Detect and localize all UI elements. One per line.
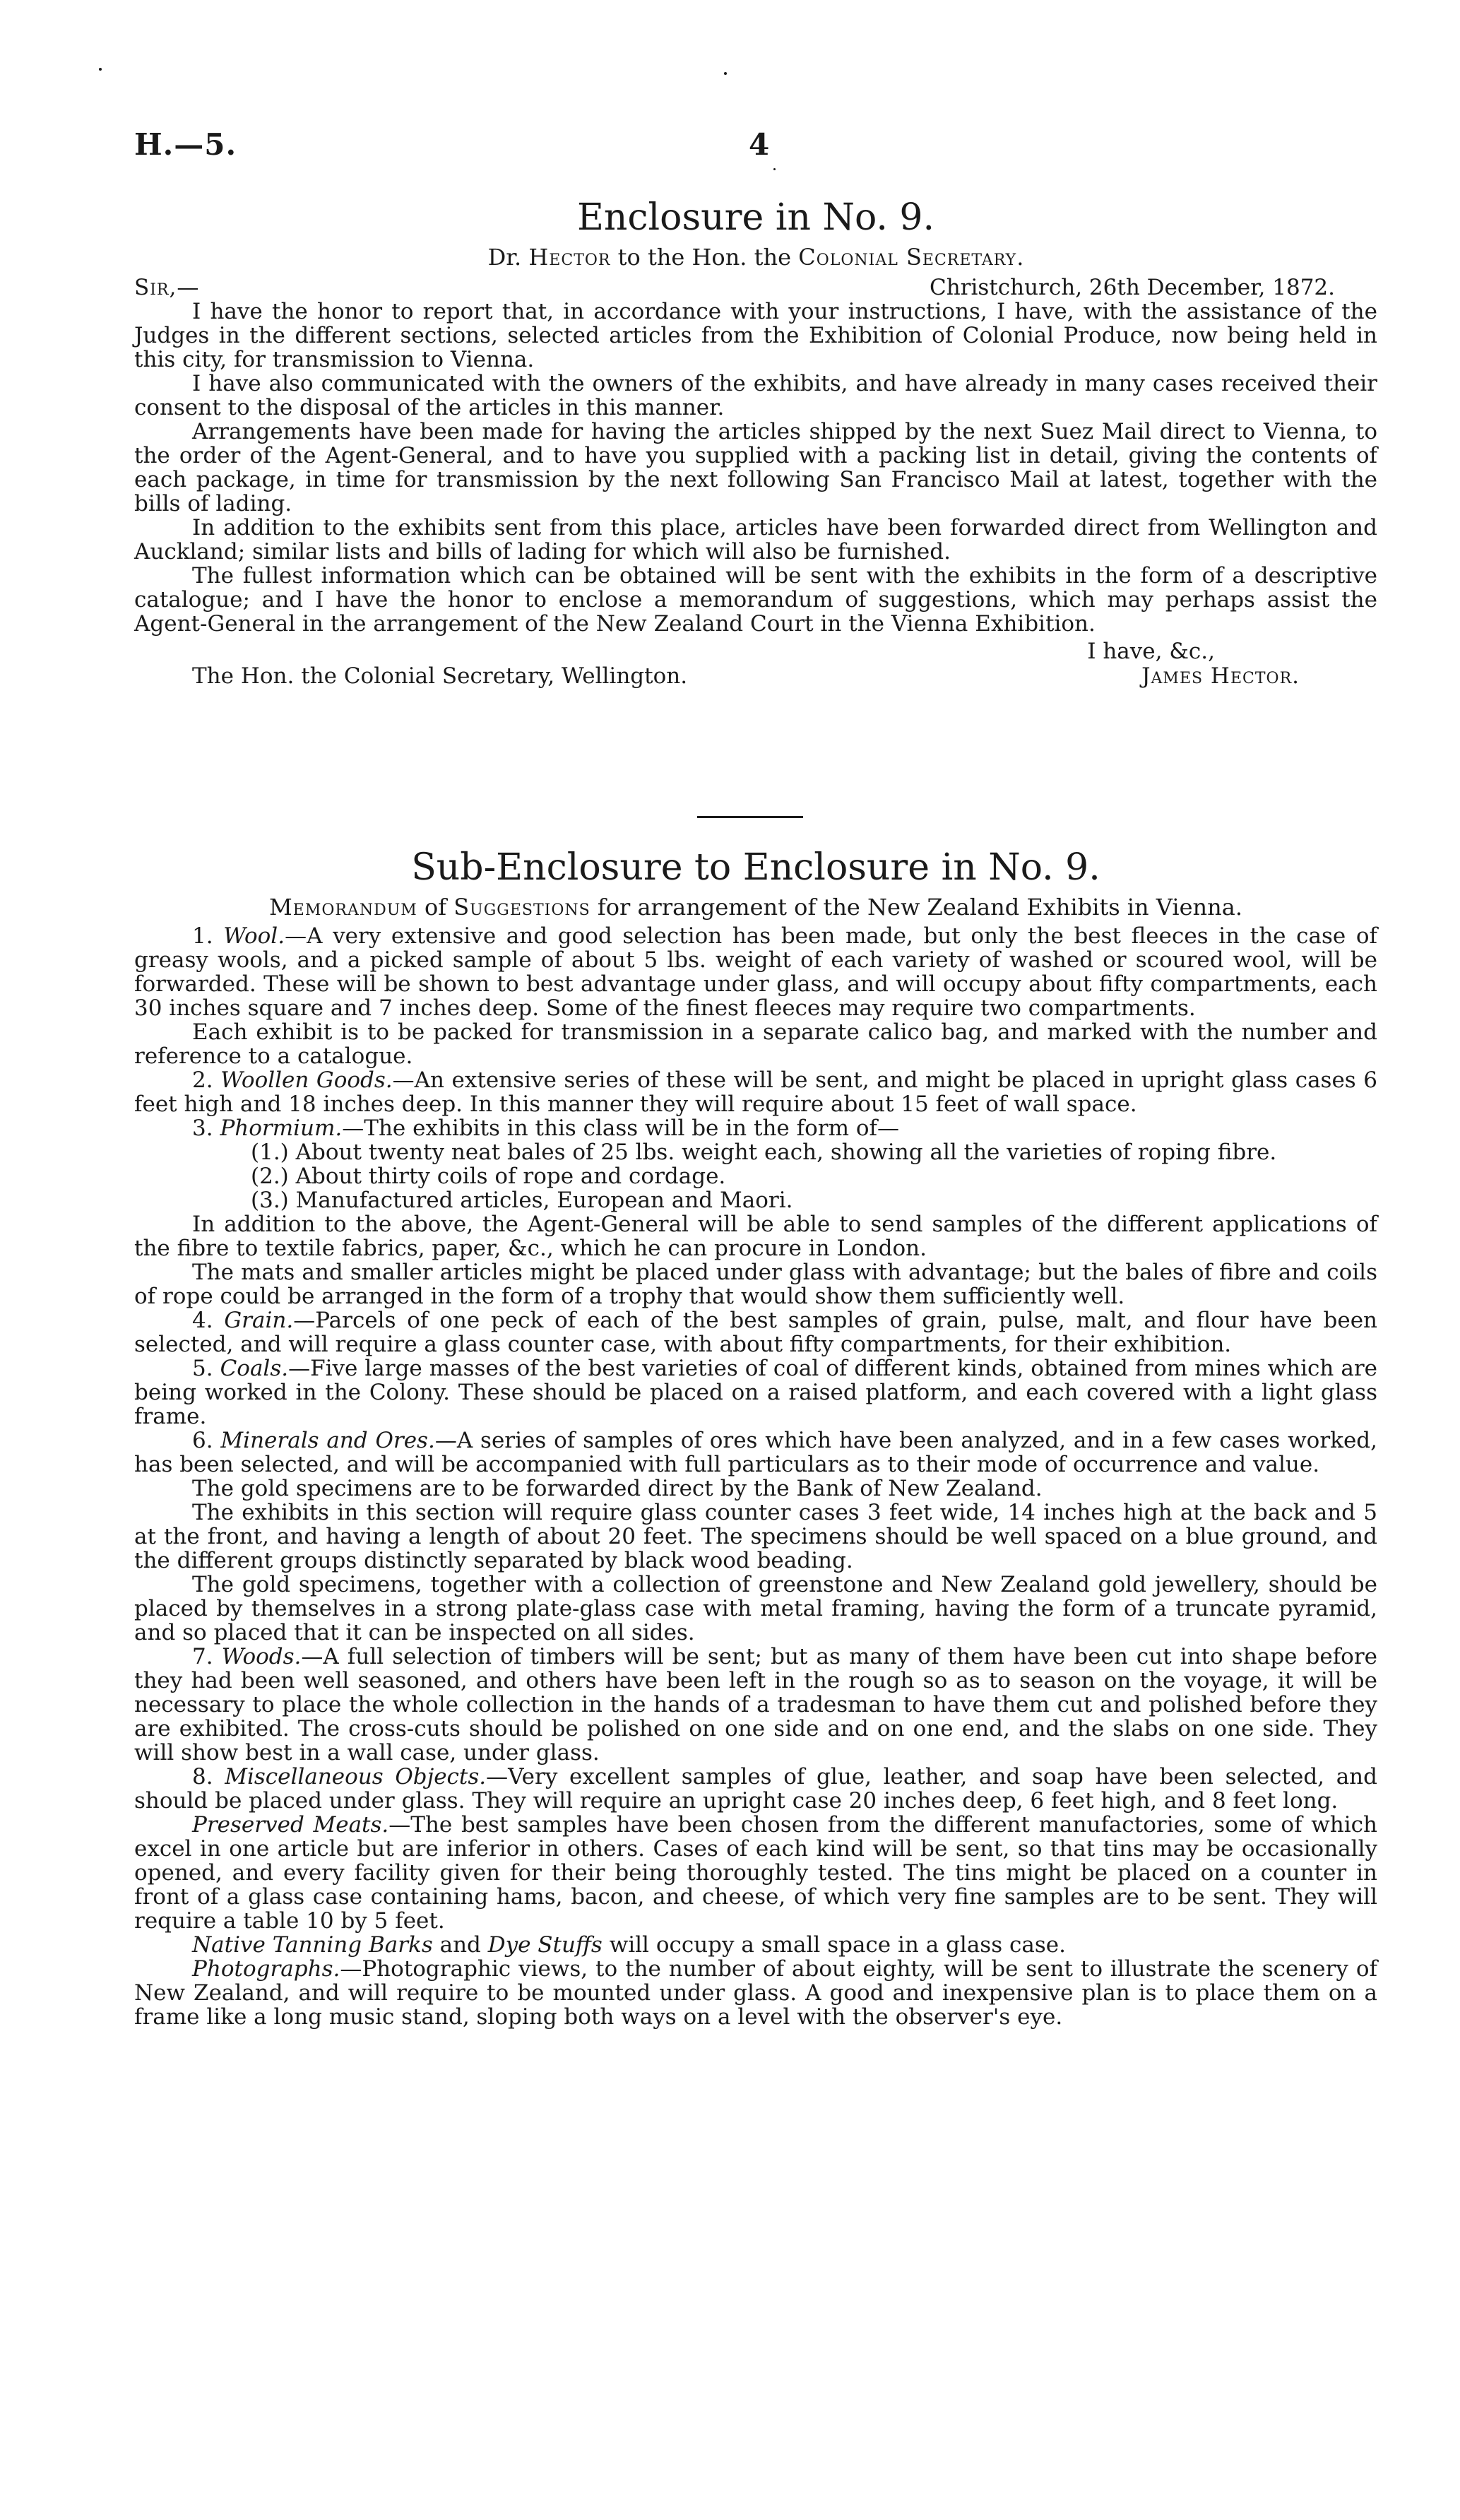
memo-suggestions: Suggestions xyxy=(453,894,590,921)
memo-paragraph: In addition to the above, the Agent-General will be able to send samples of the different applications of the fibre to textile fabrics, paper, &c., which he can procure in London. xyxy=(134,1212,1377,1261)
speck-mark xyxy=(773,168,776,170)
memo-of: of xyxy=(417,894,454,921)
page-number: 4 xyxy=(749,127,770,162)
enclosure-title: Enclosure in No. 9. xyxy=(576,196,935,239)
list-item: (3.) Manufactured articles, European and Maori. xyxy=(251,1188,793,1213)
from-recipient: Colonial Secretary xyxy=(798,244,1017,271)
document-reference: H.—5. xyxy=(134,127,237,162)
memo-paragraph: The gold specimens, together with a collection of greenstone and New Zealand gold jewellery, should be placed by themselves in a strong plate-glass case with metal framing, having the form of a truncate pyramid, and so placed that it can be inspected on all sides. xyxy=(134,1572,1377,1645)
memo-paragraph: Each exhibit is to be packed for transmission in a separate calico bag, and marked with the number and reference to a catalogue. xyxy=(134,1019,1377,1069)
phormium-list xyxy=(134,1140,1377,1212)
from-middle: to the Hon. the xyxy=(610,244,799,271)
memo-item-coals: 5. Coals.—Five large masses of the best varieties of coal of different kinds, obtained from mines which are being worked in the Colony. These should be placed on a raised platform, and each covered with a light glass frame. xyxy=(134,1356,1377,1429)
letter-paragraph: Arrangements have been made for having the articles shipped by the next Suez Mail direct to Vienna, to the order of the Agent-General, and to have you supplied with a packing list in detail, giving the contents of each package, in time for transmission by the next following San Francisco Mail at latest, together with the bills of lading. xyxy=(134,419,1377,516)
memo-item-grain: 4. Grain.—Parcels of one peck of each of the best samples of grain, pulse, malt, and flour have been selected, and will require a glass counter case, with about fifty compartments, for their exhibition. xyxy=(134,1308,1377,1357)
speck-mark xyxy=(99,68,102,71)
from-end: . xyxy=(1016,244,1024,271)
section-divider xyxy=(697,816,803,818)
letter-paragraph: I have also communicated with the owners of the exhibits, and have already in many cases received their consent to the disposal of the articles in this manner. xyxy=(134,371,1377,420)
memo-word: Memorandum xyxy=(269,894,417,921)
salutation-row xyxy=(134,276,1377,300)
memo-item-woollen-goods: 2. Woollen Goods.—An extensive series of these will be sent, and might be placed in upright glass cases 6 feet high and 18 inches deep. In this manner they will require about 15 feet of wall space. xyxy=(134,1067,1378,1117)
sub-enclosure-section xyxy=(134,845,1377,2029)
memo-item-wool: 1. Wool.—A very extensive and good selection has been made, but only the best fleeces in the case of greasy wools, and a picked sample of about 5 lbs. weight of each variety of washed or scoured wool, will be forwarded. These will be shown to best advantage under glass, and will occupy about fifty compartments, each 30 inches square and 7 inches deep. Some of the finest fleeces may require two compartments. xyxy=(134,923,1377,1021)
memo-item-woods: 7. Woods.—A full selection of timbers will be sent; but as many of them have been cut into shape before they had been well seasoned, and others have been left in the rough so as to season on the voyage, it will be necessary to place the whole collection in the hands of a tradesman to have them cut and polished before they are exhibited. The cross-cuts should be polished on one side and on one end, and the slabs on one side. They will show best in a wall case, under glass. xyxy=(134,1644,1378,1765)
memo-item-photographs: Photographs.—Photographic views, to the number of about eighty, will be sent to illustrate the scenery of New Zealand, and will require to be mounted under glass. A good and inexpensive plan is to place them on a frame like a long music stand, sloping both ways on a level with the observer's eye. xyxy=(134,1956,1377,2030)
list-item: (2.) About thirty coils of rope and cordage. xyxy=(251,1164,726,1189)
place-date: Christchurch, 26th December, 1872. xyxy=(929,275,1335,300)
from-prefix: Dr. xyxy=(487,244,529,271)
memo-paragraph: The exhibits in this section will require glass counter cases 3 feet wide, 14 inches high at the back and 5 at the front, and having a length of about 20 feet. The specimens should be well spaced on a blue ground, and the different groups distinctly separated by black wood beading. xyxy=(134,1500,1377,1573)
signature-row xyxy=(134,664,1377,688)
speck-mark xyxy=(724,72,727,75)
enclosure-from-line xyxy=(134,243,1377,271)
memo-item-preserved-meats: Preserved Meats.—The best samples have been chosen from the different manufactories, some of which excel in one article but are inferior in others. Cases of each kind will be sent, so that tins may be occasionally opened, and every facility given for their being thoroughly tested. The tins might be placed on a counter in front of a glass case containing hams, bacon, and cheese, of which very fine samples are to be sent. They will require a table 10 by 5 feet. xyxy=(134,1812,1377,1934)
memo-line xyxy=(134,893,1377,921)
letter-paragraph: In addition to the exhibits sent from this place, articles have been forwarded direct from Wellington and Auckland; similar lists and bills of lading for which will also be furnished. xyxy=(134,515,1377,564)
list-item: (1.) About twenty neat bales of 25 lbs. weight each, showing all the varieties of roping fibre. xyxy=(251,1140,1277,1165)
enclosure-section xyxy=(134,195,1377,688)
addressee: The Hon. the Colonial Secretary, Wellington. xyxy=(192,663,688,689)
memo-item-minerals: 6. Minerals and Ores.—A series of samples of ores which have been analyzed, and in a few cases worked, has been selected, and will be accompanied with full particulars as to their mode of occurrence and value. xyxy=(134,1428,1377,1477)
memo-item-tanning: Native Tanning Barks and Dye Stuffs will occupy a small space in a glass case. xyxy=(192,1932,1066,1958)
signature: James Hector. xyxy=(1141,663,1300,689)
sub-enclosure-title: Sub-Enclosure to Enclosure in No. 9. xyxy=(411,846,1100,889)
salutation: Sir,— xyxy=(134,275,200,300)
memo-paragraph: The mats and smaller articles might be placed under glass with advantage; but the bales of fibre and coils of rope could be arranged in the form of a trophy that would show them sufficiently well. xyxy=(134,1260,1377,1309)
memo-rest: for arrangement of the New Zealand Exhibits in Vienna. xyxy=(590,894,1242,921)
closing: I have, &c., xyxy=(1087,639,1215,664)
letter-paragraph: I have the honor to report that, in accordance with your instructions, I have, with the assistance of the Judges in the different sections, selected articles from the Exhibition of Colonial Produce, now being held in this city, for transmission to Vienna. xyxy=(134,299,1377,372)
from-name: Hector xyxy=(528,244,611,271)
memo-item-miscellaneous: 8. Miscellaneous Objects.—Very excellent samples of glue, leather, and soap have been selected, and should be placed under glass. They will require an upright case 20 inches deep, 6 feet high, and 8 feet long. xyxy=(134,1764,1377,1814)
memo-item-phormium: 3. Phormium.—The exhibits in this class will be in the form of— xyxy=(192,1116,899,1141)
memo-paragraph: The gold specimens are to be forwarded direct by the Bank of New Zealand. xyxy=(192,1476,1043,1501)
letter-paragraph: The fullest information which can be obtained will be sent with the exhibits in the form of a descriptive catalogue; and I have the honor to enclose a memorandum of suggestions, which may perhaps assist the Agent-General in the arrangement of the New Zealand Court in the Vienna Exhibition. xyxy=(134,563,1377,637)
